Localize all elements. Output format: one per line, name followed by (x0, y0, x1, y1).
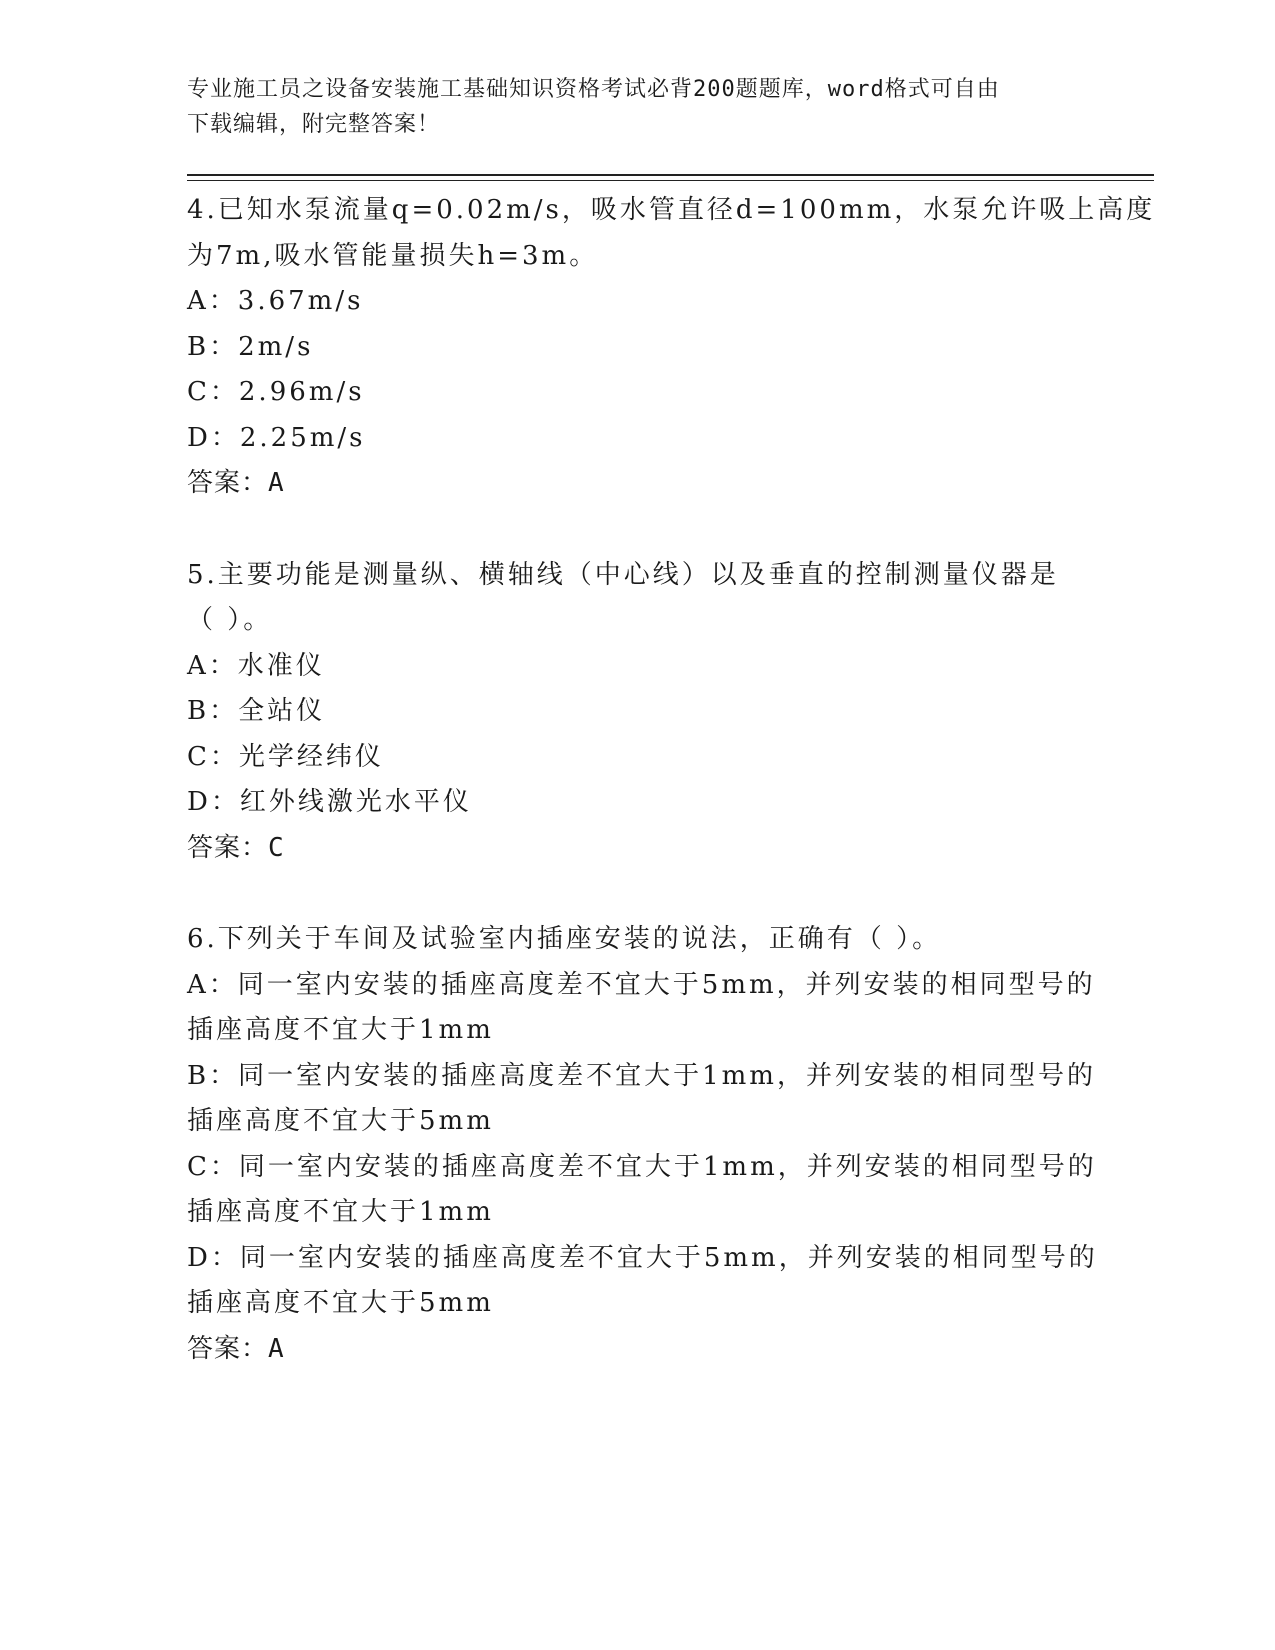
question-4 (187, 188, 1156, 507)
question-stem-line: 4.已知水泵流量q=0.02m/s，吸水管直径d=100mm，水泵允许吸上高度 (187, 195, 1156, 225)
option-c-continued: 插座高度不宜大于1mm (187, 1197, 494, 1227)
header-divider-top (187, 174, 1154, 176)
question-stem-line: 为7m,吸水管能量损失h=3m。 (187, 240, 599, 271)
question-stem-line: （ ）。 (187, 605, 273, 635)
header-line-2: 下载编辑，附完整答案！ (187, 112, 441, 137)
option-a: A：3.67m/s (187, 286, 364, 316)
option-b-continued: 插座高度不宜大于5mm (187, 1106, 494, 1136)
header-line-1: 专业施工员之设备安装施工基础知识资格考试必背200题题库，word格式可自由 (187, 77, 1000, 102)
option-b: B：同一室内安装的插座高度差不宜大于1mm，并列安装的相同型号的 (187, 1060, 1096, 1091)
document-header (187, 72, 1067, 142)
option-a: A：水准仪 (187, 650, 325, 681)
option-c: C：同一室内安装的插座高度差不宜大于1mm，并列安装的相同型号的 (187, 1151, 1097, 1182)
option-a-continued: 插座高度不宜大于1mm (187, 1015, 494, 1045)
question-6 (187, 917, 1098, 1372)
option-d: D：2.25m/s (187, 422, 366, 453)
question-list (187, 188, 1156, 1418)
option-c: C：光学经纬仪 (187, 741, 384, 772)
option-a: A：同一室内安装的插座高度差不宜大于5mm，并列安装的相同型号的 (187, 969, 1096, 1000)
option-b: B：全站仪 (187, 696, 326, 726)
option-d-continued: 插座高度不宜大于5mm (187, 1288, 494, 1318)
option-b: B：2m/s (187, 331, 314, 362)
question-5 (187, 553, 1087, 872)
answer-label: 答案：C (187, 832, 285, 863)
option-c: C：2.96m/s (187, 377, 365, 407)
question-stem-line: 5.主要功能是测量纵、横轴线（中心线）以及垂直的控制测量仪器是 (187, 559, 1059, 590)
option-d: D：同一室内安装的插座高度差不宜大于5mm，并列安装的相同型号的 (187, 1242, 1098, 1273)
answer-label: 答案：A (187, 1333, 285, 1364)
header-divider-bottom (187, 180, 1154, 181)
question-stem-line: 6.下列关于车间及试验室内插座安装的说法，正确有（ ）。 (187, 924, 942, 954)
option-d: D：红外线激光水平仪 (187, 787, 472, 817)
answer-label: 答案：A (187, 468, 285, 498)
